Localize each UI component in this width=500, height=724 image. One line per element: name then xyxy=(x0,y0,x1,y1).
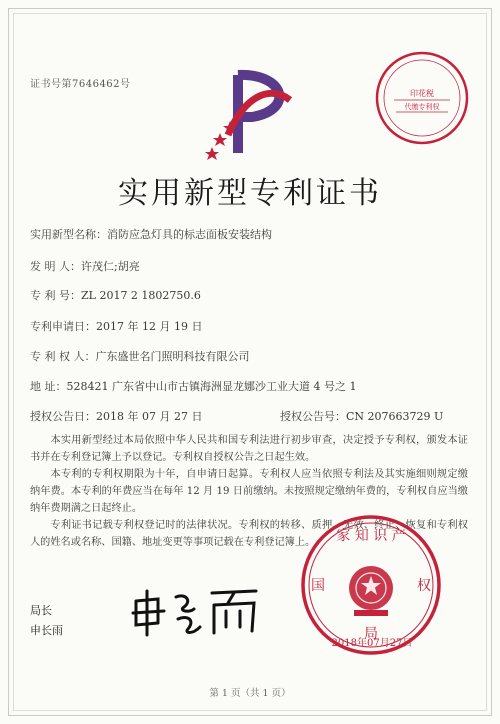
director-name: 申长雨 xyxy=(30,624,63,637)
field-value: 许茂仁;胡亮 xyxy=(81,260,140,273)
field-value: 消防应急灯具的标志面板安装结构 xyxy=(107,228,272,241)
seal-date: 2018年07月27日 xyxy=(331,638,413,649)
body-paragraph: 本实用新型经过本局依照中华人民共和国专利法进行初步审查，决定授予专利权，颁发本证书并在专利登记簿上予以登记。专利权自授权公告之日起生效。 xyxy=(30,435,468,463)
field-value: 广东盛世名门照明科技有限公司 xyxy=(95,350,250,363)
director-title: 局长 xyxy=(30,604,52,617)
page-title: 实用新型专利证书 xyxy=(118,176,382,211)
certificate-number: 证书号第7646462号 xyxy=(30,79,131,90)
field-value: 2018 年 07 月 27 日 xyxy=(96,410,203,423)
svg-text:局: 局 xyxy=(364,626,378,642)
field-label: 地 址： xyxy=(30,380,67,393)
field-address xyxy=(30,378,356,394)
field-utility-model-name xyxy=(30,226,272,242)
field-label: 专 利 权 人： xyxy=(30,350,96,363)
page-footer: 第 1 页（共 1 页） xyxy=(209,688,291,699)
field-label: 授权公告日： xyxy=(30,410,96,423)
field-label: 专 利 号： xyxy=(30,289,81,302)
svg-text:国: 国 xyxy=(311,578,325,594)
field-inventors xyxy=(30,258,140,274)
svg-text:印花税: 印花税 xyxy=(410,89,434,98)
field-label: 授权公告号： xyxy=(280,410,346,423)
field-grant-date xyxy=(30,408,202,424)
director-signature-icon xyxy=(128,583,268,638)
svg-text:权: 权 xyxy=(417,578,431,594)
field-value: CN 207663729 U xyxy=(346,410,444,423)
cnipa-logo-icon xyxy=(190,55,310,165)
svg-text:家 知 识 产: 家 知 识 产 xyxy=(336,528,406,544)
field-grant-number xyxy=(280,408,443,424)
svg-text:代缴专利权: 代缴专利权 xyxy=(404,103,440,111)
field-label: 实用新型名称： xyxy=(30,228,107,241)
field-label: 发 明 人： xyxy=(30,260,81,273)
body-paragraph: 本专利的专利权期限为十年，自申请日起算。专利权人应当依照专利法及其实施细则规定缴纳年费。本专利的年费应当在每年 12 月 19 日前缴纳。未按照规定缴纳年费的，专利权自应当缴纳年费期满之日起终止。 xyxy=(30,469,468,514)
field-label: 专利申请日： xyxy=(30,320,96,333)
field-patent-number xyxy=(30,287,201,303)
field-value: ZL 2017 2 1802750.6 xyxy=(81,289,201,302)
field-value: 2017 年 12 月 19 日 xyxy=(96,320,203,333)
field-patentee xyxy=(30,348,250,364)
field-value: 528421 广东省中山市古镇海洲显龙娜沙工业大道 4 号之 1 xyxy=(66,380,357,393)
field-application-date xyxy=(30,318,202,334)
stamp-duty-seal-icon xyxy=(372,48,472,148)
body-paragraph: 专利证书记载专利权登记时的法律状况。专利权的转移、质押、无效、终止、恢复和专利权人的姓名或名称、国籍、地址变更等事项记载在专利登记簿上。 xyxy=(30,520,468,548)
